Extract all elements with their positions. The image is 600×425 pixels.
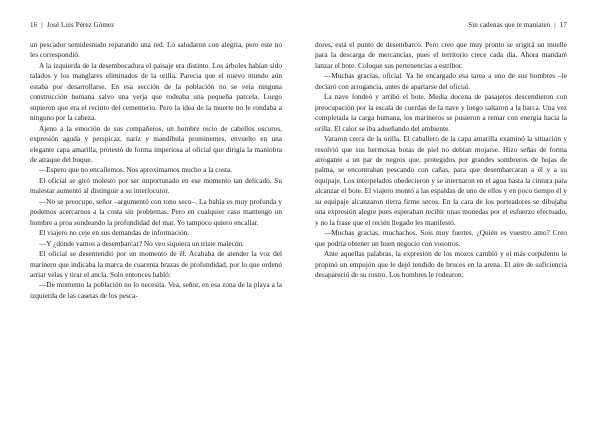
- right-page-body: [315, 40, 567, 280]
- header-separator: |: [41, 21, 43, 29]
- left-page-header: [30, 21, 282, 33]
- right-page: [315, 0, 567, 425]
- paragraph: El oficial se desentendió por un momento de él. Acababa de atender la voz del marinero que indicaba la marca de cuarenta brazas de profundidad, por lo que ordenó arriar velas y tirar el ancla. Solo entonces habló:: [30, 249, 282, 279]
- paragraph: dores, está el punto de desembarco. Pero creo que muy pronto se erigirá un muelle para la descarga de mercancías, pues el territorio crece cada día. Ahora mandaré lanzar el bote. Coloque sus pertenencias a estribor.: [315, 40, 567, 70]
- paragraph: —De momento la población no lo necesita. Vea, señor, en esa zona de la playa a la izquierda de las casetas de los pesca-: [30, 280, 282, 300]
- paragraph: —Y ¿dónde vamos a desembarcar? No veo siquiera un triste malecón.: [39, 238, 244, 248]
- left-page: [30, 0, 282, 425]
- paragraph: —Muchas gracias, oficial. Ya he encargado esa tarea a uno de sus hombres –le declaró con arrogancia, antes de apartarse del oficial.: [315, 71, 567, 91]
- left-running-head: José Luis Pérez Gómez: [46, 21, 115, 29]
- right-running-head: Sin cadenas que te maniaten: [468, 21, 551, 29]
- right-page-header: [315, 21, 567, 33]
- paragraph: —Espero que no encallemos. Nos aproximamos mucho a la costa.: [39, 165, 233, 175]
- right-page-number: 17: [559, 21, 567, 29]
- paragraph: —Muchas gracias, muchachos. Sois muy fuertes. ¿Quién es vuestro amo? Creo que podría obtener un buen negocio con vosotros.: [315, 228, 567, 248]
- paragraph: El oficial se giró molesto por ser importunado en ese momento tan delicado. Su malestar aumentó al distinguir a su interlocutor.: [30, 175, 282, 196]
- paragraph: —No se preocupe, señor –argumentó con tono seco–. La bahía es muy profunda y podemos acercarnos a la costa sin problemas. Pero en cualquier caso mantengo un hombre a proa sondeando la profundidad del mar. Yo tampoco quiero encallar.: [30, 196, 282, 227]
- paragraph: un pescador semidesnudo reparando una red. Lo saludaron con alegría, pero este no les correspondió.: [30, 40, 282, 60]
- header-separator: |: [554, 21, 556, 29]
- left-page-body: [30, 40, 282, 301]
- paragraph: La nave fondeó y arribó el bote. Media docena de pasajeros descendieron con preocupación por la escala de cuerdas de la nave y luego saltaron a la barca. Una vez completada la carga humana, los marineros se pusieron a remar con energía hacia la orilla. El calor se iba adueñando del ambiente.: [315, 92, 567, 133]
- paragraph: El viajero no ceje en sus demandas de información.: [39, 228, 190, 238]
- paragraph: Ante aquellas palabras, la expresión de los mozos cambió y el más corpulento le propinó un empujón que le dejó tendido de bruces en la arena. El aire de suficiencia desapareció de su rostro. Los hombres le rodearon:: [315, 249, 567, 279]
- left-page-number: 16: [30, 21, 38, 29]
- paragraph: Vararon cerca de la orilla. El caballero de la capa amarilla examinó la situación y resolvió que sus hermosas botas de piel no debían mojarse. Hizo señas de forma arrogante a un par de negros que, protegidos por grandes sombreros de hojas de palma, se encontraban pescando con cañas, para que desembarcaran a él y a su equipaje. Los interpelados obedecieron y se internaron en el agua hasta la cintura para alcanzar el bote. El viajero montó a las espaldas de uno de ellos y en poco tiempo él y su equipaje alcanzaron tierra firme secos. En la cara de los porteadores se dibujaba una expresión alegre pues esperaban recibir unas monedas por el esfuerzo efectuado, y no la frase que el recién llegado les manifestó.: [315, 134, 567, 227]
- paragraph: Ajeno a la emoción de sus compañeros, un hombre recio de cabellos oscuros, expresión aguda y perspicaz, nariz y mandíbula prominentes, envuelto en una elegante capa amarilla, protestó de forma imperiosa al oficial que dirigía la maniobra de atraque del buque.: [30, 123, 282, 164]
- paragraph: A la izquierda de la desembocadura el paisaje era distinto. Los árboles habían sido talados y los manglares eliminados de la orilla. Parecía que el nuevo mundo aún estaba por desarrollarse. En esa sección de la población no se veía ninguna construcción humana salvo una verja que rodeaba una pequeña parcela. Luego supieron que era el recinto del cementerio. Pero la idea de la muerte no le rondaba a ninguno por la cabeza.: [30, 60, 282, 123]
